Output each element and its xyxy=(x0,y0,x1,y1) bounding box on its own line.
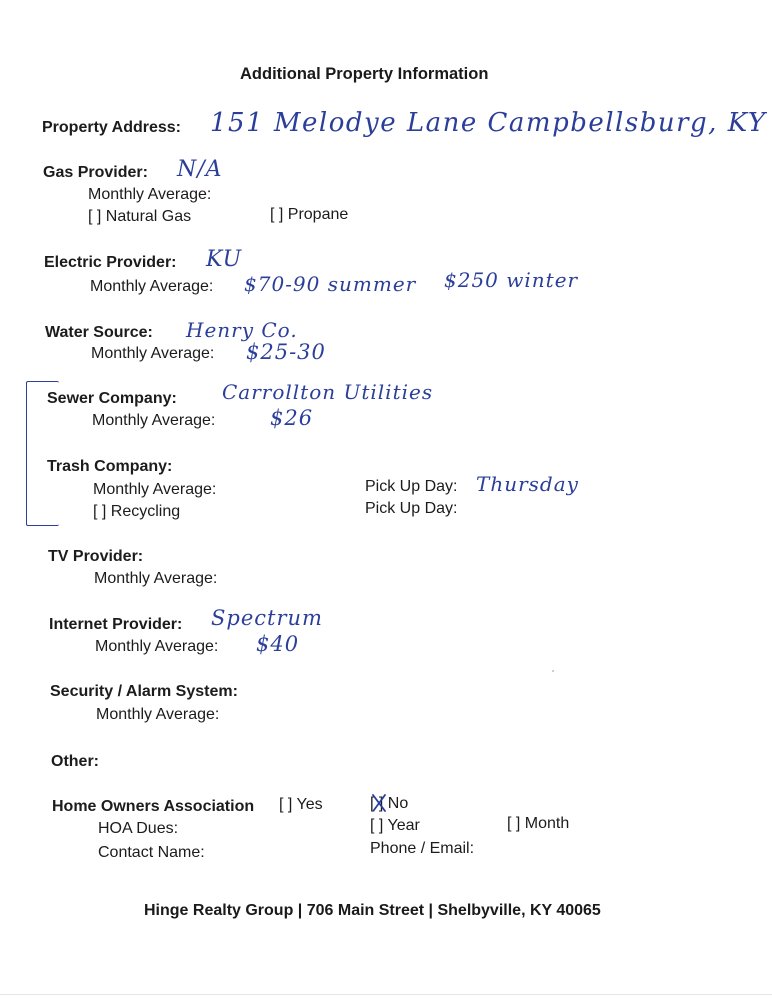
electric-monthly-label: Monthly Average: xyxy=(90,278,214,295)
security-monthly-label: Monthly Average: xyxy=(96,706,220,723)
internet-monthly-value: $40 xyxy=(256,632,300,656)
electric-provider-label: Electric Provider: xyxy=(44,254,177,271)
scan-speck xyxy=(552,670,554,672)
other-label: Other: xyxy=(51,753,99,770)
checked-x-icon xyxy=(372,794,386,812)
internet-monthly-label: Monthly Average: xyxy=(95,638,219,655)
footer-address: Hinge Realty Group | 706 Main Street | Shelbyville, KY 40065 xyxy=(144,902,601,919)
recycling-pickup-day-label: Pick Up Day: xyxy=(365,500,458,517)
internet-provider-value: Spectrum xyxy=(211,606,323,630)
pickup-day-label: Pick Up Day: xyxy=(365,478,458,495)
sewer-monthly-label: Monthly Average: xyxy=(92,412,216,429)
page-title: Additional Property Information xyxy=(240,65,489,83)
hoa-no-checkbox: [ ] No xyxy=(370,795,409,812)
hoa-year-checkbox: [ ] Year xyxy=(370,817,420,834)
hoa-dues-label: HOA Dues: xyxy=(98,820,179,837)
electric-monthly-value-winter: $250 winter xyxy=(444,268,579,292)
hoa-contact-name-label: Contact Name: xyxy=(98,844,205,861)
security-alarm-label: Security / Alarm System: xyxy=(50,683,238,700)
internet-provider-label: Internet Provider: xyxy=(49,616,183,633)
hoa-month-checkbox: [ ] Month xyxy=(507,815,570,832)
propane-checkbox: [ ] Propane xyxy=(270,206,349,223)
trash-company-label: Trash Company: xyxy=(47,458,173,475)
water-monthly-value: $25-30 xyxy=(246,340,326,364)
tv-provider-label: TV Provider: xyxy=(48,548,144,565)
sewer-company-value: Carrollton Utilities xyxy=(222,380,434,404)
page-edge-line xyxy=(0,994,772,995)
hoa-label: Home Owners Association xyxy=(52,798,255,815)
sewer-monthly-value: $26 xyxy=(270,406,314,430)
electric-provider-value: KU xyxy=(206,247,243,272)
gas-provider-label: Gas Provider: xyxy=(43,164,148,181)
water-source-label: Water Source: xyxy=(45,324,153,341)
water-monthly-label: Monthly Average: xyxy=(91,345,215,362)
trash-monthly-label: Monthly Average: xyxy=(93,481,217,498)
tv-monthly-label: Monthly Average: xyxy=(94,570,218,587)
hoa-yes-checkbox: [ ] Yes xyxy=(279,796,323,813)
sewer-company-label: Sewer Company: xyxy=(47,390,177,407)
electric-monthly-value: $70-90 summer xyxy=(244,272,417,296)
natural-gas-checkbox: [ ] Natural Gas xyxy=(88,208,192,225)
water-source-value: Henry Co. xyxy=(186,318,298,342)
property-address-label: Property Address: xyxy=(42,119,181,136)
property-address-value: 151 Melodye Lane Campbellsburg, KY xyxy=(210,108,767,138)
gas-monthly-label: Monthly Average: xyxy=(88,186,212,203)
pickup-day-value: Thursday xyxy=(476,472,579,496)
recycling-checkbox: [ ] Recycling xyxy=(93,503,181,520)
hoa-phone-email-label: Phone / Email: xyxy=(370,840,475,857)
gas-provider-value: N/A xyxy=(177,157,223,182)
